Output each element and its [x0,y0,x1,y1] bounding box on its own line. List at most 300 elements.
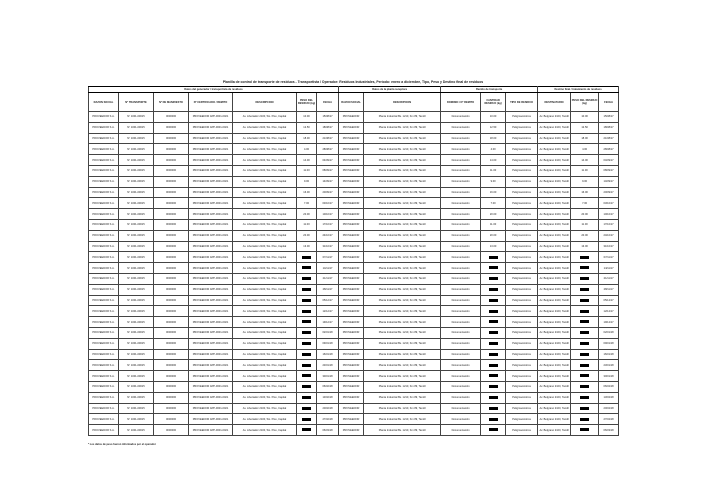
table-cell: PROVEEDOR [339,209,364,220]
table-cell: Av. Belgrano 2100, Tandil [538,414,571,425]
table-cell: 20.00 [481,230,506,241]
redaction-box [302,256,311,259]
table-cell: Peligrosos/otros [506,165,538,176]
table-cell: 12/12/17 [317,306,339,317]
redaction-box [302,310,311,313]
table-row [89,209,619,220]
table-cell: PROVEEDOR [339,284,364,295]
table-cell: Nº 1001-00015 [119,187,154,198]
table-cell: 0000000 [154,144,189,155]
table-cell: Av. Libertador 2100, 5to. Piso, Capital [233,209,297,220]
table-cell: PROVEEDOR APP-0001-0021 [189,155,233,166]
group-header: Destino final / tratamiento de residuos [538,87,619,93]
table-cell: PROVEEDOR [339,371,364,382]
table-row [89,360,619,371]
table-cell: Av. Libertador 2100, 5to. Piso, Capital [233,381,297,392]
table-cell: PROVEEDOR S.A. [89,295,119,306]
table-cell: Av. Belgrano 2100, Tandil [538,284,571,295]
table-cell: Peligrosos/otros [506,295,538,306]
table-cell: 05/12/17 [599,295,619,306]
table-cell: 10.00 [481,112,506,123]
table-cell: Av. Libertador 2100, 5to. Piso, Capital [233,122,297,133]
redaction-box [302,396,311,399]
redaction-box [489,277,498,280]
table-cell: 18/08/17 [317,122,339,133]
redaction-box [580,418,589,421]
table-cell: PROVEEDOR S.A. [89,360,119,371]
table-cell: PROVEEDOR S.A. [89,187,119,198]
table-cell: Av. Belgrano 2100, Tandil [538,155,571,166]
redacted-cell [481,263,506,274]
table-row [89,176,619,187]
redaction-box [302,331,311,334]
table-cell: 06/02/18 [599,381,619,392]
table-cell: PROVEEDOR APP-0001-0021 [189,327,233,338]
redaction-box [580,407,589,410]
table-cell: Planta Industrial Bs. 1210, Km 89, Tandil [364,317,441,328]
table-cell: PROVEEDOR APP-0001-0021 [189,349,233,360]
redaction-box [302,342,311,345]
redaction-box [489,364,498,367]
table-cell: Documentación [441,209,481,220]
table-cell: PROVEEDOR [339,327,364,338]
table-cell: Av. Belgrano 2100, Tandil [538,241,571,252]
table-cell: 4.00 [297,144,317,155]
table-cell: Av. Belgrano 2100, Tandil [538,327,571,338]
table-cell: Nº 1001-00015 [119,165,154,176]
table-cell: Peligrosos/otros [506,414,538,425]
table-cell: 21/11/17 [599,273,619,284]
table-cell: PROVEEDOR S.A. [89,338,119,349]
table-cell: 03/10/17 [317,198,339,209]
table-row [89,338,619,349]
table-cell: PROVEEDOR S.A. [89,403,119,414]
redacted-cell [481,414,506,425]
redaction-box [302,364,311,367]
table-cell: Av. Belgrano 2100, Tandil [538,144,571,155]
table-cell: Nº 1001-00015 [119,425,154,436]
table-cell: 02/01/18 [317,327,339,338]
table-cell: 0000000 [154,241,189,252]
table-cell: PROVEEDOR [339,392,364,403]
table-cell: Documentación [441,273,481,284]
table-cell: PROVEEDOR S.A. [89,425,119,436]
redacted-cell [297,360,317,371]
table-cell: PROVEEDOR APP-0001-0021 [189,284,233,295]
column-header: Nº TRANSPORTE [119,93,154,112]
table-row [89,273,619,284]
table-cell: Planta Industrial Bs. 1210, Km 89, Tandil [364,338,441,349]
redacted-cell [571,338,599,349]
table-row [89,381,619,392]
redacted-cell [571,317,599,328]
column-header: FECHA [317,93,339,112]
table-cell: PROVEEDOR APP-0001-0021 [189,176,233,187]
table-cell: Documentación [441,381,481,392]
table-cell: PROVEEDOR S.A. [89,306,119,317]
table-cell: PROVEEDOR APP-0001-0021 [189,371,233,382]
table-cell: 0000000 [154,165,189,176]
table-cell: Documentación [441,219,481,230]
table-cell: Documentación [441,295,481,306]
table-cell: 19/12/17 [599,317,619,328]
table-cell: Documentación [441,133,481,144]
table-row [89,187,619,198]
table-cell: PROVEEDOR S.A. [89,392,119,403]
table-cell: PROVEEDOR APP-0001-0021 [189,165,233,176]
table-cell: PROVEEDOR APP-0001-0021 [189,209,233,220]
table-cell: 06/03/18 [599,425,619,436]
column-header: RAZON SOCIAL [89,93,119,112]
redacted-cell [481,392,506,403]
table-cell: 18/08/17 [599,122,619,133]
redacted-cell [571,403,599,414]
table-cell: Peligrosos/otros [506,241,538,252]
table-row [89,133,619,144]
table-cell: Documentación [441,392,481,403]
table-cell: Av. Libertador 2100, 5to. Piso, Capital [233,230,297,241]
redaction-box [489,331,498,334]
table-cell: 0000000 [154,414,189,425]
table-cell: 18.00 [481,133,506,144]
table-cell: 7.00 [571,198,599,209]
table-cell: 20.00 [571,230,599,241]
redaction-box [489,374,498,377]
table-cell: PROVEEDOR S.A. [89,317,119,328]
table-cell: PROVEEDOR APP-0001-0021 [189,198,233,209]
redacted-cell [481,425,506,436]
table-cell: 0000000 [154,338,189,349]
table-cell: Av. Belgrano 2100, Tandil [538,187,571,198]
table-cell: 15/08/17 [317,112,339,123]
redaction-box [580,288,589,291]
redacted-cell [571,414,599,425]
table-cell: PROVEEDOR [339,144,364,155]
table-cell: PROVEEDOR APP-0001-0021 [189,425,233,436]
table-cell: Av. Belgrano 2100, Tandil [538,349,571,360]
table-cell: Peligrosos/otros [506,317,538,328]
table-cell: PROVEEDOR APP-0001-0021 [189,187,233,198]
redaction-box [302,277,311,280]
table-cell: 13.00 [297,241,317,252]
table-cell: Av. Libertador 2100, 5to. Piso, Capital [233,273,297,284]
table-cell: 24/10/17 [599,230,619,241]
redaction-box [489,418,498,421]
group-header: Datos de la planta receptora [339,87,441,93]
redacted-cell [481,284,506,295]
table-cell: 31/10/17 [599,241,619,252]
table-cell: Nº 1001-00015 [119,306,154,317]
table-cell: 16.00 [297,187,317,198]
table-cell: Av. Belgrano 2100, Tandil [538,112,571,123]
table-cell: Planta Industrial Bs. 1210, Km 89, Tandil [364,241,441,252]
table-cell: 20.00 [571,209,599,220]
table-cell: 0000000 [154,112,189,123]
redaction-box [580,256,589,259]
table-cell: PROVEEDOR [339,198,364,209]
table-cell: 12.50 [297,122,317,133]
redaction-box [302,266,311,269]
table-cell: PROVEEDOR S.A. [89,198,119,209]
table-cell: PROVEEDOR S.A. [89,327,119,338]
table-cell: Av. Belgrano 2100, Tandil [538,263,571,274]
table-cell: Av. Libertador 2100, 5to. Piso, Capital [233,144,297,155]
table-cell: Av. Belgrano 2100, Tandil [538,392,571,403]
table-cell: Documentación [441,263,481,274]
column-header: PESO DEL RESIDUO (kg) [571,93,599,112]
table-cell: PROVEEDOR S.A. [89,176,119,187]
table-cell: Planta Industrial Bs. 1210, Km 89, Tandil [364,414,441,425]
table-cell: Planta Industrial Bs. 1210, Km 89, Tandil [364,349,441,360]
table-cell: 20/02/18 [317,403,339,414]
table-cell: Av. Belgrano 2100, Tandil [538,122,571,133]
table-cell: 18.00 [571,133,599,144]
table-cell: Nº 1001-00015 [119,122,154,133]
table-cell: PROVEEDOR APP-0001-0021 [189,263,233,274]
table-cell: PROVEEDOR APP-0001-0021 [189,414,233,425]
table-cell: 11.00 [481,219,506,230]
redacted-cell [297,284,317,295]
table-cell: Nº 1001-00015 [119,349,154,360]
table-cell: 11.00 [571,165,599,176]
table-cell: Planta Industrial Bs. 1210, Km 89, Tandil [364,187,441,198]
column-header: DESTINATARIO [538,93,571,112]
table-cell: Documentación [441,241,481,252]
table-cell: PROVEEDOR [339,263,364,274]
table-cell: PROVEEDOR S.A. [89,144,119,155]
table-cell: Av. Libertador 2100, 5to. Piso, Capital [233,165,297,176]
redacted-cell [481,371,506,382]
table-cell: 0000000 [154,392,189,403]
table-cell: Nº 1001-00015 [119,176,154,187]
redacted-cell [297,425,317,436]
table-cell: Av. Libertador 2100, 5to. Piso, Capital [233,306,297,317]
table-cell: Planta Industrial Bs. 1210, Km 89, Tandil [364,209,441,220]
table-cell: Documentación [441,414,481,425]
table-row [89,295,619,306]
table-row [89,392,619,403]
redacted-cell [481,295,506,306]
table-cell: 17/10/17 [599,219,619,230]
table-cell: Documentación [441,187,481,198]
redacted-cell [481,381,506,392]
table-cell: PROVEEDOR [339,165,364,176]
redaction-box [580,353,589,356]
table-cell: 10/10/17 [599,209,619,220]
table-cell: Planta Industrial Bs. 1210, Km 89, Tandil [364,284,441,295]
table-cell: Av. Libertador 2100, 5to. Piso, Capital [233,371,297,382]
table-cell: PROVEEDOR [339,273,364,284]
table-cell: 06/03/18 [317,425,339,436]
footnote: * Los datos de peso fueron informados por el operador [88,443,156,446]
table-cell: Peligrosos/otros [506,273,538,284]
redacted-cell [481,306,506,317]
redacted-cell [571,327,599,338]
table-cell: 13/02/18 [599,392,619,403]
table-cell: Av. Libertador 2100, 5to. Piso, Capital [233,155,297,166]
table-cell: Peligrosos/otros [506,176,538,187]
redacted-cell [571,392,599,403]
table-cell: PROVEEDOR [339,338,364,349]
table-cell: Av. Libertador 2100, 5to. Piso, Capital [233,241,297,252]
table-cell: 4.00 [571,144,599,155]
column-header: CANTIDAD RESIDUO (kg) [481,93,506,112]
table-cell: 0000000 [154,155,189,166]
redaction-box [489,299,498,302]
table-cell: 0000000 [154,306,189,317]
table-cell: 30/01/18 [599,371,619,382]
table-cell: Av. Libertador 2100, 5to. Piso, Capital [233,295,297,306]
table-cell: PROVEEDOR S.A. [89,133,119,144]
column-header: TIPO DE RESIDUO [506,93,538,112]
table-cell: Documentación [441,112,481,123]
table-cell: 24/10/17 [317,230,339,241]
column-header: PESO DEL RESIDUO (kg) [297,93,317,112]
table-cell: 0000000 [154,425,189,436]
table-cell: PROVEEDOR APP-0001-0021 [189,133,233,144]
table-cell: 14/09/17 [317,176,339,187]
table-cell: 0000000 [154,230,189,241]
table-cell: Documentación [441,349,481,360]
table-cell: Planta Industrial Bs. 1210, Km 89, Tandil [364,122,441,133]
table-cell: Planta Industrial Bs. 1210, Km 89, Tandil [364,133,441,144]
table-cell: 11.00 [297,165,317,176]
redacted-cell [297,392,317,403]
table-cell: Documentación [441,425,481,436]
table-cell: Av. Libertador 2100, 5to. Piso, Capital [233,187,297,198]
table-cell: PROVEEDOR [339,295,364,306]
table-cell: Av. Belgrano 2100, Tandil [538,273,571,284]
redaction-box [489,385,498,388]
table-cell: 13.00 [571,241,599,252]
table-cell: Av. Libertador 2100, 5to. Piso, Capital [233,252,297,263]
table-cell: PROVEEDOR APP-0001-0021 [189,219,233,230]
redaction-box [489,320,498,323]
table-cell: Planta Industrial Bs. 1210, Km 89, Tandil [364,295,441,306]
table-cell: PROVEEDOR APP-0001-0021 [189,295,233,306]
table-cell: Nº 1001-00015 [119,252,154,263]
table-cell: 13.00 [481,241,506,252]
table-cell: Documentación [441,252,481,263]
table-cell: 08/09/17 [599,165,619,176]
redacted-cell [297,273,317,284]
table-cell: Av. Belgrano 2100, Tandil [538,133,571,144]
table-cell: 0000000 [154,360,189,371]
redaction-box [580,320,589,323]
redacted-cell [571,273,599,284]
table-cell: Peligrosos/otros [506,349,538,360]
table-cell: PROVEEDOR S.A. [89,263,119,274]
table-row [89,306,619,317]
table-cell: Peligrosos/otros [506,252,538,263]
table-cell: PROVEEDOR [339,403,364,414]
table-cell: Planta Industrial Bs. 1210, Km 89, Tandil [364,306,441,317]
table-cell: Nº 1001-00015 [119,403,154,414]
table-cell: Nº 1001-00015 [119,112,154,123]
table-cell: 21/08/17 [317,133,339,144]
table-cell: 0000000 [154,273,189,284]
table-cell: 7.00 [297,198,317,209]
table-cell: 9.00 [571,176,599,187]
table-cell: Av. Libertador 2100, 5to. Piso, Capital [233,176,297,187]
table-cell: 0000000 [154,209,189,220]
table-cell: Documentación [441,155,481,166]
table-cell: 0000000 [154,371,189,382]
table-cell: 20.00 [481,209,506,220]
table-cell: 03/10/17 [599,198,619,209]
redaction-box [580,299,589,302]
table-cell: Peligrosos/otros [506,263,538,274]
redaction-box [580,385,589,388]
redacted-cell [571,263,599,274]
table-cell: Nº 1001-00015 [119,392,154,403]
table-cell: 30/01/18 [317,371,339,382]
redacted-cell [571,425,599,436]
table-cell: PROVEEDOR [339,317,364,328]
table-cell: Nº 1001-00015 [119,209,154,220]
redaction-box [489,353,498,356]
table-cell: Av. Belgrano 2100, Tandil [538,209,571,220]
redaction-box [302,428,311,431]
table-row [89,327,619,338]
table-cell: Nº 1001-00015 [119,273,154,284]
table-cell: Av. Belgrano 2100, Tandil [538,371,571,382]
table-cell: 28/08/17 [599,144,619,155]
table-cell: 10.00 [297,112,317,123]
redacted-cell [481,349,506,360]
table-cell: PROVEEDOR [339,360,364,371]
table-cell: Av. Libertador 2100, 5to. Piso, Capital [233,392,297,403]
table-cell: Planta Industrial Bs. 1210, Km 89, Tandil [364,360,441,371]
table-cell: Peligrosos/otros [506,187,538,198]
table-cell: 12.50 [481,122,506,133]
table-cell: PROVEEDOR APP-0001-0021 [189,306,233,317]
redacted-cell [297,263,317,274]
table-cell: Nº 1001-00015 [119,371,154,382]
table-cell: Nº 1001-00015 [119,338,154,349]
redacted-cell [571,360,599,371]
table-row [89,155,619,166]
table-cell: Nº 1001-00015 [119,317,154,328]
column-header: DOMINIO / Nº REMITO [441,93,481,112]
redacted-cell [297,381,317,392]
table-cell: Av. Belgrano 2100, Tandil [538,219,571,230]
table-cell: 7.00 [481,198,506,209]
redacted-cell [571,284,599,295]
table-cell: PROVEEDOR APP-0001-0021 [189,252,233,263]
table-cell: 06/02/18 [317,381,339,392]
table-cell: 11.00 [571,219,599,230]
redaction-box [302,320,311,323]
table-cell: Peligrosos/otros [506,403,538,414]
table-cell: PROVEEDOR S.A. [89,122,119,133]
table-cell: 16/01/18 [317,349,339,360]
table-row [89,317,619,328]
table-cell: 10/10/17 [317,209,339,220]
table-cell: 05/12/17 [317,295,339,306]
table-cell: 0000000 [154,381,189,392]
table-cell: Av. Belgrano 2100, Tandil [538,425,571,436]
table-cell: Peligrosos/otros [506,198,538,209]
redaction-box [580,374,589,377]
table-cell: PROVEEDOR APP-0001-0021 [189,338,233,349]
redacted-cell [297,327,317,338]
table-cell: 23/01/18 [317,360,339,371]
table-cell: Nº 1001-00015 [119,144,154,155]
table-cell: Documentación [441,371,481,382]
table-cell: Av. Belgrano 2100, Tandil [538,198,571,209]
group-header: Datos del generador / transportista de residuos [89,87,339,93]
